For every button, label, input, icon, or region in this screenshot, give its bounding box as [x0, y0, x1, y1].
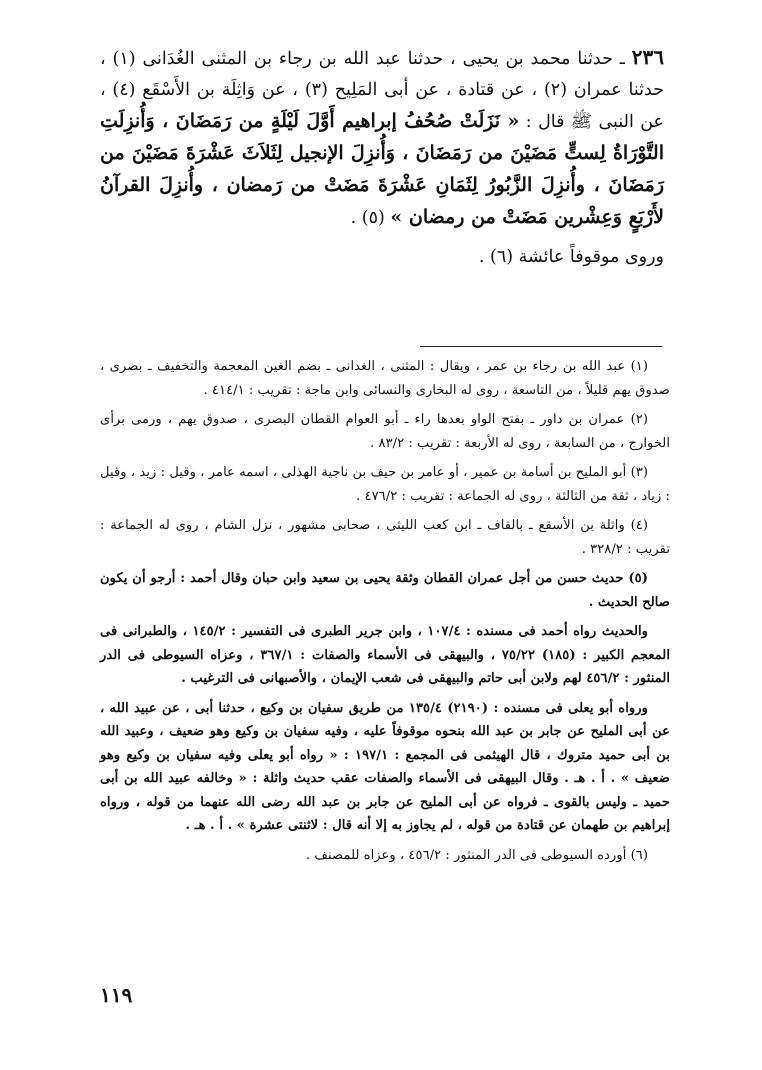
footnotes	[100, 355, 670, 873]
footnote-4: (٤) واثلة بن الأسقع ـ بالقاف ـ ابن كعب الليثى ، صحابى مشهور ، نزل الشام ، روى له الجماعة : تقريب : ٣٢٨/٢ .	[100, 518, 670, 557]
footnote-5: (٥) حديث حسن من أجل عمران القطان وثقة يحيى بن سعيد وابن حبان وقال أحمد : أرجو أن يكون صالح الحديث .	[100, 571, 670, 610]
isnad-text: ـ حدثنا محمد بن يحيى ، حدثنا عبد الله بن رجاء بن المثنى الغُدَانى (١) ، حدثنا عمران (٢) ، عن قتادة ، عن أبى المَلِيح (٣) ، عن وَاثِلَة بن الأَسْقَع (٤) ، عن النبى ﷺ قال :	[100, 49, 664, 132]
footnote-ref: (٥) .	[350, 208, 391, 228]
footnote-6: (٦) أورده السيوطى فى الدر المنثور : ٤٥٦/٢ ، وعزاه للمصنف .	[306, 847, 648, 863]
footnote-2: (٢) عمران بن داور ـ بفتح الواو بعدها راء ـ أبو العوام القطان البصرى ، صدوق يهم ، ورمى برأى الخوارج ، من السابعة ، روى له الأربعة : تقريب : ٨٣/٢ .	[100, 412, 670, 451]
hadith-quote: « نَزَلَتْ صُحُفُ إبراهيم أَوَّلَ لَيْلَةٍ من رَمَضَانَ ، وَأُنزِلَتِ التَّوْرَاةُ لِستٍّ مَضَيْنَ من رَمَضَانَ ، وَأُنزِلَ الإنجيل لِثَلاَثَ عَشْرَةَ مَضَيْنَ من رَمَضَانَ ، وأُنزِلَ الزَّبُورُ لِثَمَانِ عَشْرَةَ مَضَتْ من رَمضان ، وأُنزِلَ القرآنُ لأَرْبَعٍ وَعِشْرين مَضَتْ من رمضان »	[100, 110, 664, 228]
footnote-5-takhrij: والحديث رواه أحمد فى مسنده : ١٠٧/٤ ، وابن جرير الطبرى فى التفسير : ١٤٥/٢ ، والطبرانى فى المعجم الكبير : (١٨٥) ٧٥/٢٢ ، والبيهقى فى الأسماء والصفات : ٣٦٧/١ ، وعزاه السيوطى فى الدر المنثور : ٤٥٦/٢ لهم ولابن أبى حاتم والبيهقى فى شعب الإيمان ، والأصبهانى فى الترغيب .	[100, 624, 670, 686]
mawquf-note: وروى موقوفاً عائشة (٦) .	[478, 247, 664, 267]
footnote-5-abu-yala: ورواه أبو يعلى فى مسنده : (٢١٩٠) ١٣٥/٤ من طريق سفيان بن وكيع ، حدثنا أبى ، عن عبيد الله ، عن أبى المليح عن جابر بن عبد الله بنحوه موقوفاً عليه ، وفيه سفيان بن وكيع وهو ضعيف ، وعبيد الله بن أبى حميد متروك ، قال الهيثمى فى المجمع : ١٩٧/١ : « رواه أبو يعلى وفيه سفيان بن وكيع وهو ضعيف » . أ . هـ . وقال البيهقى فى الأسماء والصفات عقب حديث واثلة : « وخالفه عبيد الله بن أبى حميد ـ وليس بالقوى ـ فرواه عن أبى المليح عن جابر بن عبد الله رضى الله عنهما من قوله ، ورواه إبراهيم بن طهمان عن قتادة من قوله ، لم يجاوز به إلا أنه قال : لاثنتى عشرة » . أ . هـ .	[100, 700, 670, 833]
footnote-divider	[420, 346, 662, 347]
footnote-3: (٣) أبو المليح بن أسامة بن عمير ، أو عامر بن حيف بن ناجية الهذلى ، اسمه عامر ، وقيل : زيد ، وقيل : زياد ، ثقة من الثالثة ، روى له الجماعة : تقريب : ٤٧٦/٢ .	[100, 465, 670, 504]
page-number: ١١٩	[100, 983, 133, 1007]
main-text	[100, 42, 664, 273]
footnote-1: (١) عبد الله بن رجاء بن عمر ، ويقال : المثنى ، الغدانى ـ بضم الغين المعجمة والتخفيف ـ بصرى ، صدوق يهم قليلاً ، من التاسعة ، روى له البخارى والنسائى وابن ماجة : تقريب : ٤١٤/١ .	[100, 359, 670, 398]
hadith-paragraph	[100, 42, 664, 234]
hadith-number: ٢٣٦	[631, 45, 664, 69]
